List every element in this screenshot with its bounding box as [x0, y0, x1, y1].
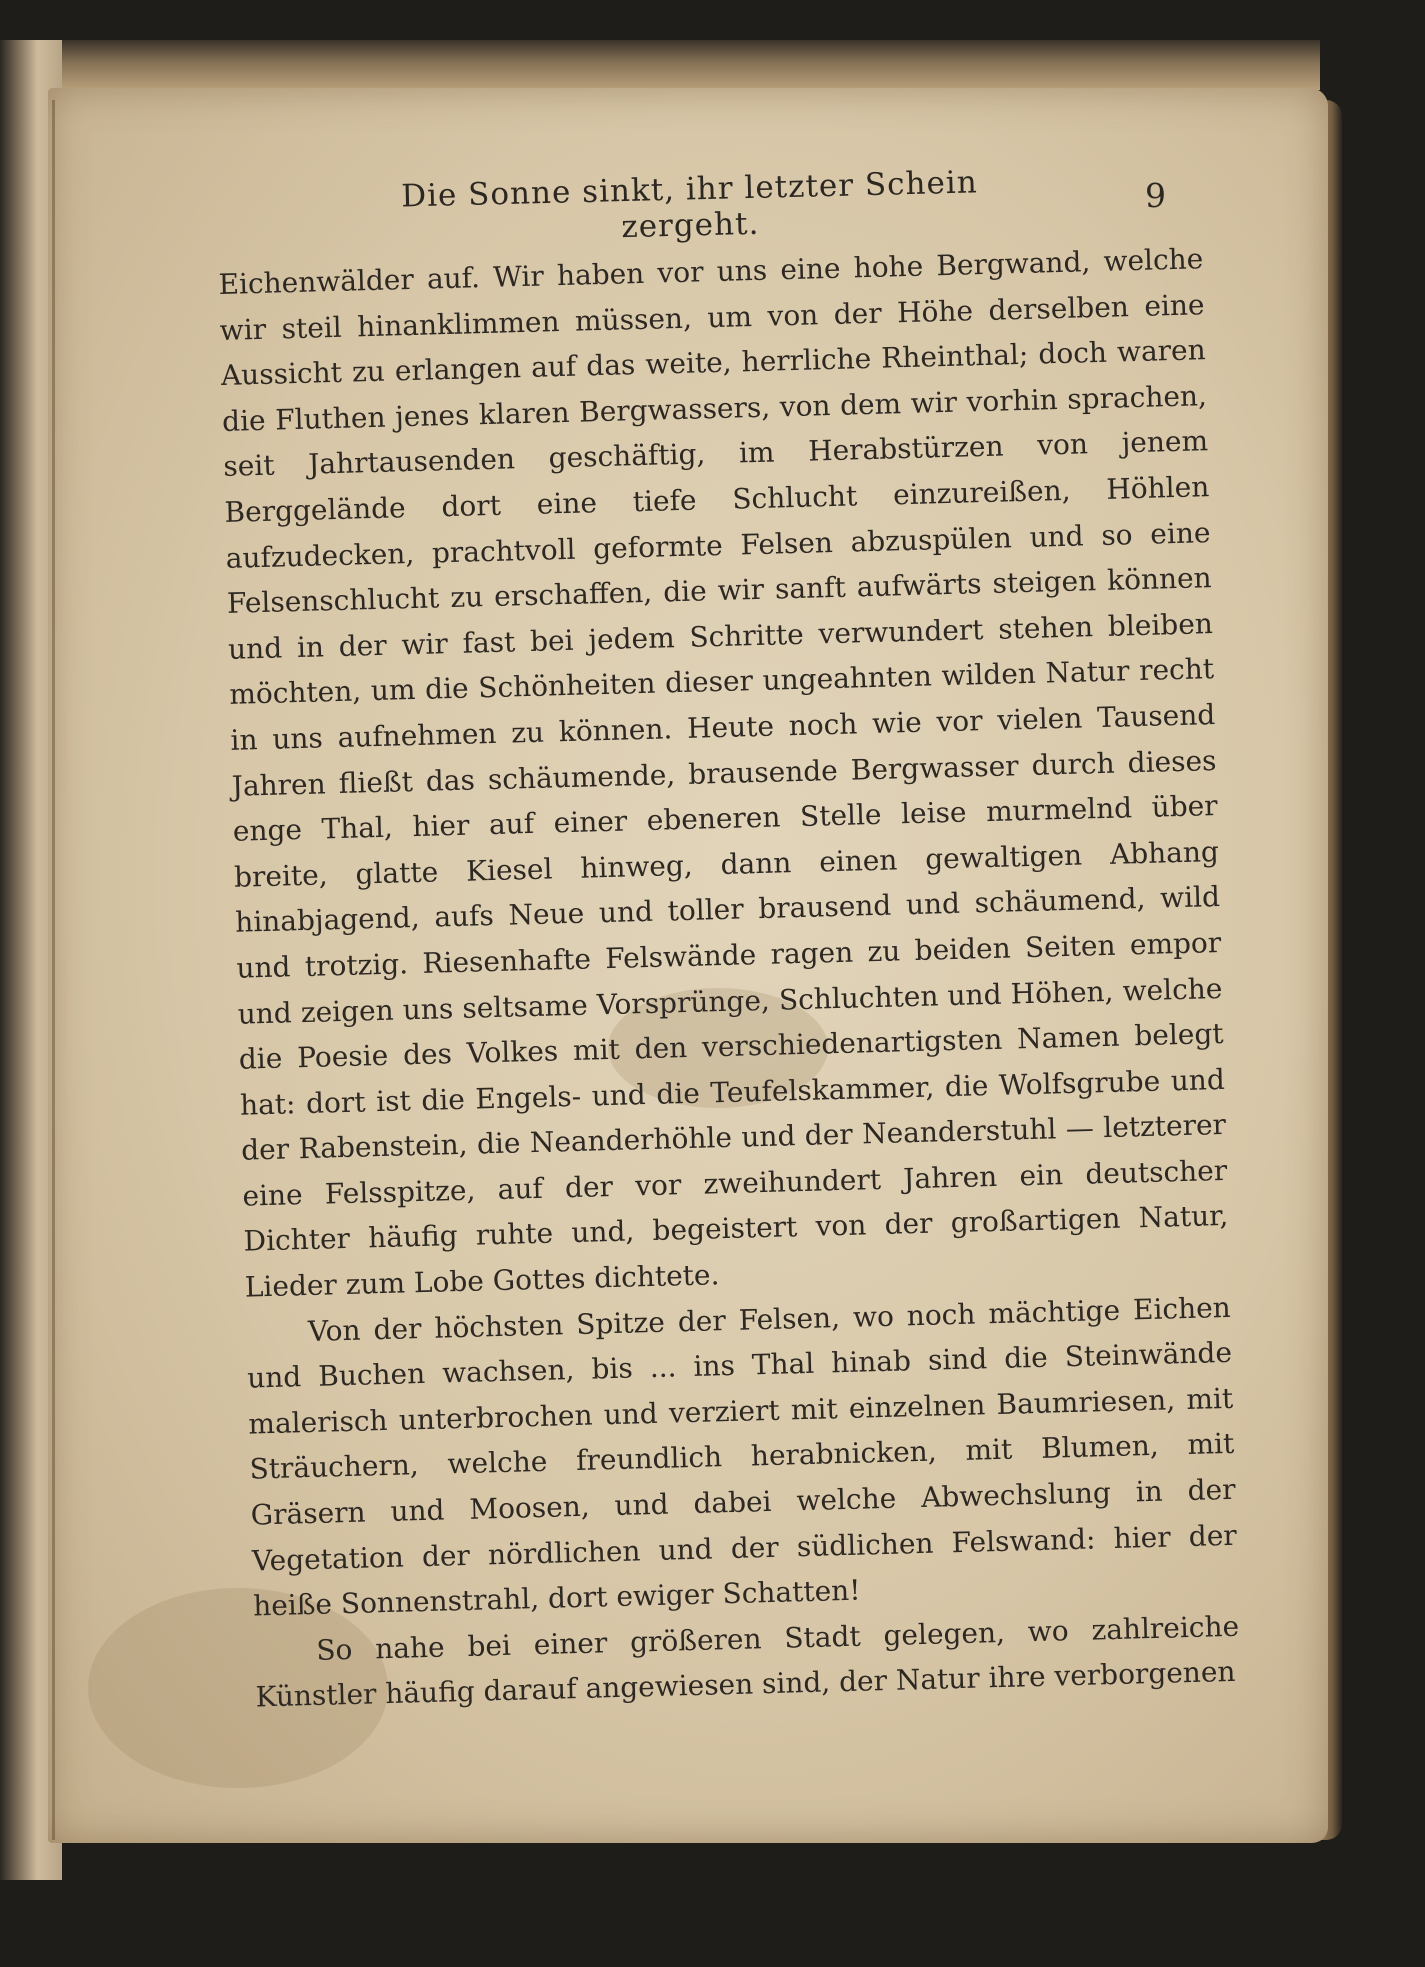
- page-number: 9: [1145, 176, 1166, 215]
- gutter-fold: [52, 100, 55, 1840]
- body-text: [218, 236, 1241, 1720]
- running-head: Die Sonne sinkt, ihr letzter Schein zergeht.: [400, 164, 979, 246]
- paragraph-2: Von der höchsten Spitze der Felsen, wo noch mächtige Eichen und Buchen wachsen, bis ... ins Thal hinab sind die Steinwände malerisch unterbrochen und verziert mit einzelnen Baumriesen, mit Sträuchern, welche freundlich herabnicken, mit Blumen, mit Gräsern und Moosen, und dabei welche Abwechslung in der Vegetation der nördlichen und der südlichen Felswand: hier der heiße Sonnenstrahl, dort ewiger Schatten!: [246, 1290, 1238, 1623]
- paragraph-3: So nahe bei einer größeren Stadt gelegen, wo zahlreiche Künstler häufig darauf angewiesen sind, der Natur ihre verborgenen: [255, 1609, 1240, 1714]
- paragraph-1: Eichenwälder auf. Wir haben vor uns eine hohe Bergwand, welche wir steil hinanklimmen müssen, um von der Höhe derselben eine Aussicht zu erlangen auf das weite, herrliche Rheinthal; doch waren die Fluthen jenes klaren Bergwassers, von dem wir vorhin sprachen, seit Jahrtausenden geschäftig, im Herabstürzen von jenem Berggelände dort eine tiefe Schlucht einzureißen, Höhlen aufzudecken, prachtvoll geformte Felsen abzuspülen und so eine Felsenschlucht zu erschaffen, die wir sanft aufwärts steigen können und in der wir fast bei jedem Schritte verwundert stehen bleiben möchten, um die Schönheiten dieser ungeahnten wilden Natur recht in uns aufnehmen zu können. Heute noch wie vor vielen Tausend Jahren fließt das schäumende, brausende Bergwasser durch dieses enge Thal, hier auf einer ebeneren Stelle leise murmelnd über breite, glatte Kiesel hinweg, dann einen gewaltigen Abhang hinabjagend, aufs Neue und toller brausend und schäumend, wild und trotzig. Riesenhafte Felswände ragen zu beiden Seiten empor und zeigen uns seltsame Vorsprünge, Schluchten und Höhen, welche die Poesie des Volkes mit den verschiedenartigsten Namen belegt hat: dort ist die Engels- und die Teufelskammer, die Wolfsgrube und der Rabenstein, die Neanderhöhle und der Neanderstuhl — letzterer eine Felsspitze, auf der vor zweihundert Jahren ein deutscher Dichter häufig ruhte und, begeistert von der großartigen Natur, Lieder zum Lobe Gottes dichtete.: [218, 242, 1229, 1304]
- book-top-edge: [0, 40, 1320, 90]
